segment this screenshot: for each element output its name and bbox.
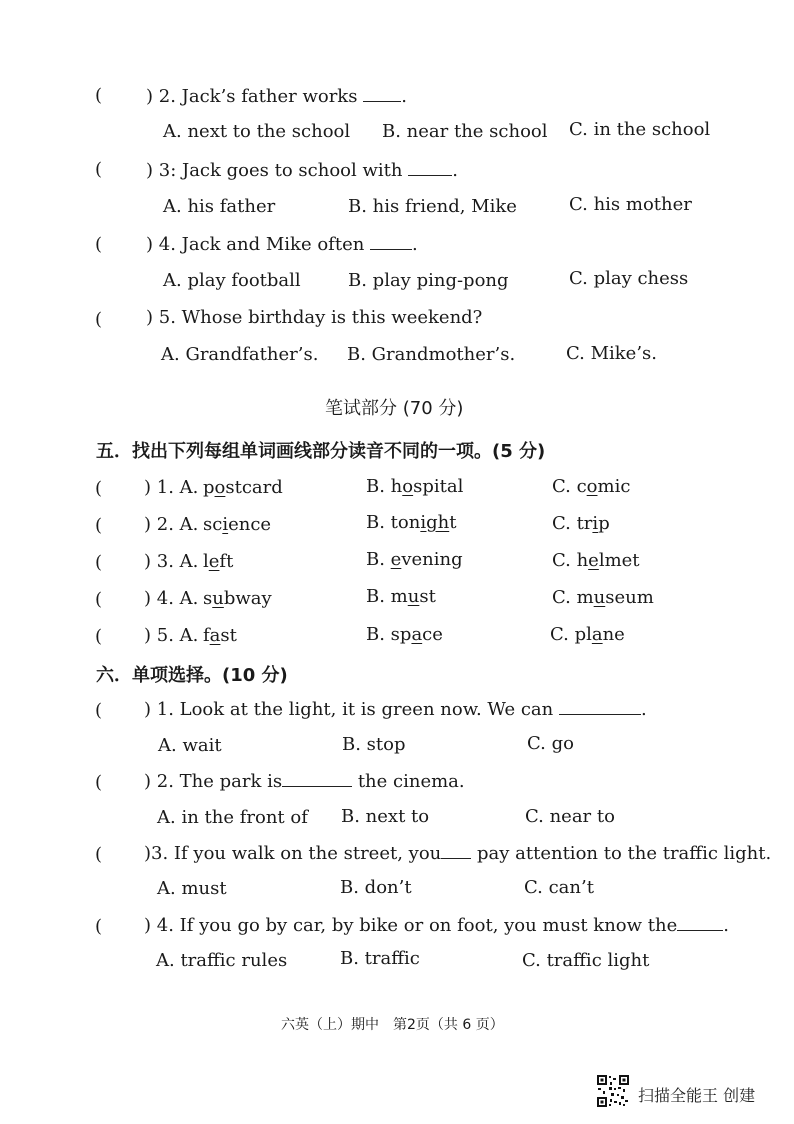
answer-paren: ( xyxy=(95,552,103,573)
option-b: B. near the school xyxy=(382,121,548,142)
answer-blank xyxy=(370,233,412,250)
s5-q4-option-a: subway xyxy=(203,588,272,609)
answer-blank xyxy=(559,698,641,715)
s5-q2-option-c: C. trip xyxy=(552,513,610,534)
qr-code-icon xyxy=(596,1074,630,1108)
s5-q5-option-a: fast xyxy=(203,625,237,646)
option-a: A. play football xyxy=(163,270,301,291)
option-a: A. his father xyxy=(163,196,276,217)
answer-paren: ( xyxy=(95,309,103,330)
option-b: B. Grandmother’s. xyxy=(347,344,516,365)
option-c: C. go xyxy=(527,733,574,754)
question-end: . xyxy=(640,699,647,720)
option-a: A. in the front of xyxy=(157,807,308,828)
written-part-title: 笔试部分 (70 分) xyxy=(325,398,464,419)
option-b: B. traffic xyxy=(340,948,420,969)
s5-q1-option-a: postcard xyxy=(203,477,283,498)
answer-paren: ( xyxy=(95,478,103,499)
s6-question-3 xyxy=(144,842,771,864)
s5-q3-option-c: C. helmet xyxy=(552,550,640,571)
option-a: A. next to the school xyxy=(163,121,351,142)
s5-q5-option-c: C. plane xyxy=(550,624,625,645)
option-a: A. traffic rules xyxy=(156,950,288,971)
option-a: A. must xyxy=(157,878,227,899)
answer-blank xyxy=(282,770,352,787)
s5-q4-option-b: B. must xyxy=(366,586,436,607)
question-stem: ) 2. Jack’s father works xyxy=(146,86,358,107)
s5-q3-number: ) 3. A. xyxy=(144,551,199,572)
s5-q2-option-a: science xyxy=(203,514,272,535)
section-5-title: 五．找出下列每组单词画线部分读音不同的一项。(5 分) xyxy=(96,441,546,462)
option-c: C. play chess xyxy=(569,268,689,289)
question-stem: ) 2. The park is xyxy=(144,771,283,792)
option-c: C. in the school xyxy=(569,119,711,140)
s5-q2-number: ) 2. A. xyxy=(144,514,199,535)
s5-q3-option-a: left xyxy=(203,551,234,572)
answer-paren: ( xyxy=(95,844,103,865)
s5-q4-option-c: C. museum xyxy=(552,587,654,608)
s5-q3-option-b: B. evening xyxy=(366,549,463,570)
option-c: C. Mike’s. xyxy=(566,343,658,364)
answer-paren: ( xyxy=(95,626,103,647)
option-c: C. traffic light xyxy=(522,950,650,971)
s5-q5-option-b: B. space xyxy=(366,624,443,645)
option-b: B. play ping-pong xyxy=(348,270,509,291)
page-footer: 六英（上）期中 第2页（共 6 页） xyxy=(281,1017,504,1033)
answer-paren: ( xyxy=(95,916,103,937)
answer-paren: ( xyxy=(95,85,103,106)
answer-paren: ( xyxy=(95,159,103,180)
option-b: B. his friend, Mike xyxy=(348,196,517,217)
question-stem: ) 4. Jack and Mike often xyxy=(146,234,365,255)
s6-question-2 xyxy=(144,770,465,792)
option-a: A. Grandfather’s. xyxy=(161,344,319,365)
answer-blank xyxy=(408,159,452,176)
s5-q5-number: ) 5. A. xyxy=(144,625,199,646)
s6-question-4 xyxy=(144,914,729,936)
s5-q1-option-b: B. hospital xyxy=(366,476,464,497)
question-end: . xyxy=(452,160,458,181)
answer-blank xyxy=(441,842,471,859)
answer-paren: ( xyxy=(95,700,103,721)
question-end: pay attention to the traffic light. xyxy=(471,843,772,864)
option-c: C. can’t xyxy=(524,877,594,898)
scanner-watermark: 扫描全能王 创建 xyxy=(638,1086,756,1105)
question-end: the cinema. xyxy=(352,771,465,792)
s5-q1-number: ) 1. A. xyxy=(144,477,199,498)
question-end: . xyxy=(401,86,407,107)
option-c: C. near to xyxy=(525,806,615,827)
option-b: B. stop xyxy=(342,734,406,755)
question-end: . xyxy=(723,915,729,936)
question-2 xyxy=(146,85,407,107)
question-stem: ) 1. Look at the light, it is green now. We can xyxy=(144,699,554,720)
answer-blank xyxy=(363,85,401,102)
option-a: A. wait xyxy=(158,735,222,756)
answer-blank xyxy=(677,914,723,931)
question-stem: )3. If you walk on the street, you xyxy=(144,843,442,864)
question-stem: ) 3: Jack goes to school with xyxy=(146,160,403,181)
option-b: B. next to xyxy=(341,806,430,827)
question-stem: ) 4. If you go by car, by bike or on foot, you must know the xyxy=(144,915,678,936)
option-b: B. don’t xyxy=(340,877,412,898)
question-5: ) 5. Whose birthday is this weekend? xyxy=(146,307,483,328)
answer-paren: ( xyxy=(95,772,103,793)
s5-q2-option-b: B. tonight xyxy=(366,512,457,533)
answer-paren: ( xyxy=(95,589,103,610)
s5-q4-number: ) 4. A. xyxy=(144,588,199,609)
answer-paren: ( xyxy=(95,515,103,536)
s6-question-1 xyxy=(144,698,647,720)
option-c: C. his mother xyxy=(569,194,692,215)
question-end: . xyxy=(412,234,418,255)
section-6-title: 六．单项选择。(10 分) xyxy=(96,665,288,686)
question-3 xyxy=(146,159,458,181)
question-4 xyxy=(146,233,418,255)
answer-paren: ( xyxy=(95,234,103,255)
s5-q1-option-c: C. comic xyxy=(552,476,631,497)
